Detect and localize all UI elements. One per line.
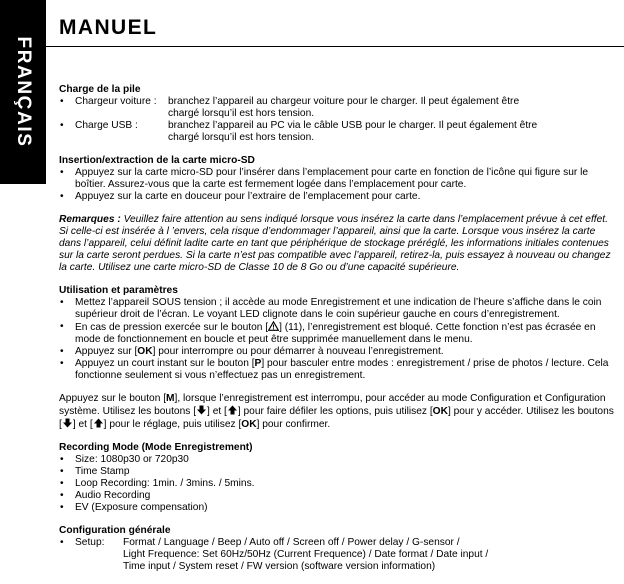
charge-section	[59, 84, 615, 144]
general-list	[59, 537, 615, 573]
setup-label: Setup:	[75, 537, 105, 548]
list-item	[59, 96, 615, 120]
charge-car-label: • Chargeur voiture :	[75, 96, 157, 107]
m-key: M	[166, 393, 175, 404]
list-item	[59, 537, 615, 573]
charge-car-text-2: chargé lorsqu’il est hors tension.	[168, 108, 315, 119]
general-section	[59, 525, 615, 573]
list-item: • Mettez l’appareil SOUS tension ; il accède au mode Enregistrement et une indication de l’heure s’affiche dans le coin supérieur droit de l’écran. Le voyant LED clignote dans le coin supérieur gauche en cours d’enregistrement.	[59, 297, 615, 321]
insertion-heading: Insertion/extraction de la carte micro-SD	[59, 155, 255, 166]
language-label: FRANÇAIS	[13, 36, 34, 148]
language-side-tab	[0, 0, 46, 184]
setup-line: Time input / System reset / FW version (software version information)	[123, 561, 436, 572]
p-key: P	[254, 358, 262, 369]
usage-heading: Utilisation et paramètres	[59, 285, 178, 296]
list-item	[59, 358, 615, 382]
config-text: ] pour le réglage, puis utilisez [	[103, 419, 242, 430]
remarks-label: Remarques :	[59, 214, 121, 225]
config-text: ] et [	[207, 406, 227, 417]
arrow-up-icon	[93, 418, 104, 428]
configuration-paragraph	[59, 393, 615, 431]
usage-text: Appuyez sur [	[75, 346, 138, 357]
arrow-down-icon	[196, 405, 207, 415]
insertion-section	[59, 155, 615, 203]
list-item: • Loop Recording: 1min. / 3mins. / 5mins.	[59, 478, 615, 490]
usage-text: ] pour interrompre ou pour démarrer à nouveau l’enregistrement.	[152, 346, 444, 357]
usage-list	[59, 297, 615, 382]
list-item: • Appuyez sur la carte en douceur pour l’extraire de l’emplacement pour carte.	[59, 191, 615, 203]
title-divider	[46, 46, 624, 47]
list-item	[59, 120, 615, 144]
remarks-text: Veuillez faire attention au sens indiqué lorsque vous insérez la carte dans l’emplacement prévue à cet effet. Si celle-ci est insérée à l ’envers, cela risque d’endommager l’appareil, ainsi que la carte. Lorsque vous insérez la carte dans l’appareil, celui définit ladite carte en tant que périphérique de stockage préréglé, les informations initiales contenues sur la carte seront perdues. Si la carte n’est pas compatible avec l’appareil, retirez-la, puis essayez à nouveau ou changez la carte. Utilisez une carte micro-SD de Classe 10 de 8 Go ou d’une capacité supérieure.	[59, 214, 611, 273]
page-title: MANUEL	[59, 16, 158, 39]
config-text: Appuyez sur le bouton [	[59, 393, 167, 404]
config-text: ], lorsque l’enregistrement est interrompu, pour accéder au mode Configuration et Configuration système. Utilisez les boutons [	[59, 393, 606, 417]
ok-key: OK	[432, 406, 448, 417]
list-item	[59, 321, 615, 346]
recording-heading: Recording Mode (Mode Enregistrement)	[59, 442, 253, 453]
usage-text: ] (11), l’enregistrement est bloqué. Cette fonction n’est pas écrasée en mode de fonctionnement en boucle et peut être supprimée manuellement dans le menu.	[75, 322, 596, 345]
config-text: ] pour faire défiler les options, puis utilisez [	[237, 406, 433, 417]
usage-section	[59, 285, 615, 382]
recording-list	[59, 454, 615, 514]
warning-triangle-icon	[268, 321, 279, 331]
usage-text: Appuyez un court instant sur le bouton [	[75, 358, 255, 369]
general-heading: Configuration générale	[59, 525, 171, 536]
charge-usb-text-2: chargé lorsqu’il est hors tension.	[168, 132, 315, 143]
charge-car-text-1: branchez l’appareil au chargeur voiture pour le charger. Il peut également être	[168, 96, 520, 107]
charge-usb-text-1: branchez l’appareil au PC via le câble USB pour le charger. Il peut également être	[168, 120, 538, 131]
arrow-down-icon	[62, 418, 73, 428]
charge-list	[59, 96, 615, 144]
ok-key: OK	[137, 346, 153, 357]
charge-heading: Charge de la pile	[59, 84, 141, 95]
config-text: ] pour confirmer.	[256, 419, 331, 430]
recording-section	[59, 442, 615, 514]
config-text: ] pour y accéder. Utilisez les boutons [	[59, 406, 614, 430]
list-item: • Audio Recording	[59, 490, 615, 502]
setup-line: Format / Language / Beep / Auto off / Screen off / Power delay / G-sensor /	[123, 537, 460, 548]
config-text: ] et [	[72, 419, 93, 430]
list-item: • Time Stamp	[59, 466, 615, 478]
usage-text: ] pour basculer entre modes : enregistrement / prise de photos / lecture. Cela fonctionne seulement si vous n’effectuez pas un enregistrement.	[75, 358, 609, 381]
arrow-up-icon	[227, 405, 238, 415]
manual-content	[59, 84, 615, 584]
list-item: • Appuyez sur la carte micro-SD pour l’insérer dans l’emplacement pour carte en fonction de l’icône qui figure sur le boîtier. Assurez-vous que la carte est fermement logée dans l’emplacement pour carte.	[59, 167, 615, 191]
usage-text: En cas de pression exercée sur le bouton [	[75, 322, 269, 333]
setup-line: Light Frequence: Set 60Hz/50Hz (Current Frequence) / Date format / Date input /	[123, 549, 489, 560]
list-item: • Size: 1080p30 or 720p30	[59, 454, 615, 466]
insertion-list	[59, 167, 615, 203]
list-item: • EV (Exposure compensation)	[59, 502, 615, 514]
ok-key: OK	[241, 419, 257, 430]
charge-usb-label: • Charge USB :	[75, 120, 138, 131]
remarks-paragraph	[59, 214, 615, 274]
list-item	[59, 346, 615, 358]
